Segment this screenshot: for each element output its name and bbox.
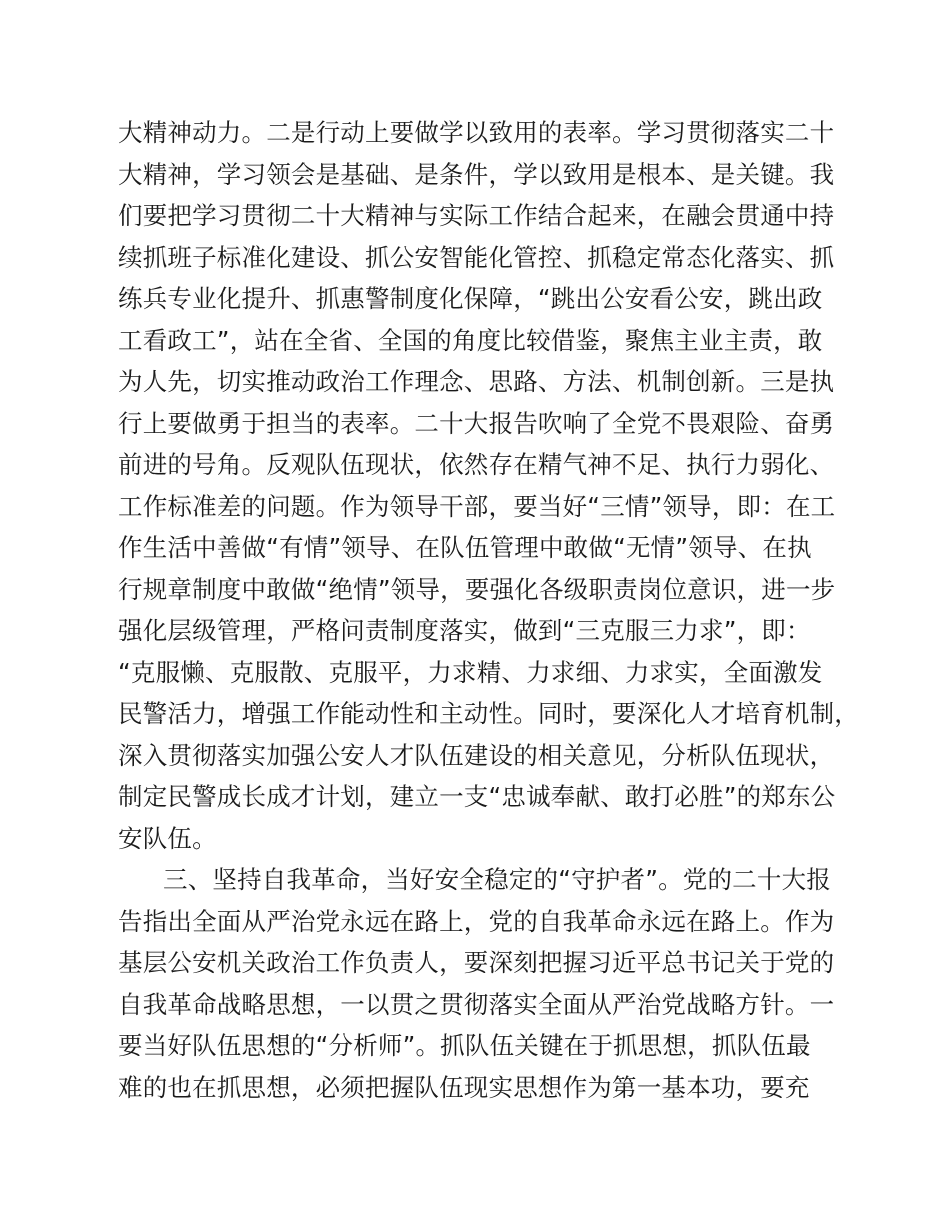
- text-line: 们要把学习贯彻二十大精神与实际工作结合起来，在融会贯通中持: [118, 201, 835, 230]
- text-line: 大精神动力。二是行动上要做学以致用的表率。学习贯彻落实二十: [118, 118, 835, 147]
- text-line: 大精神，学习领会是基础、是条件，学以致用是根本、是关键。我: [118, 159, 835, 189]
- text-line: 要当好队伍思想的“分析师”。抓队伍关键在于抓思想，抓队伍最: [118, 1031, 811, 1060]
- text-line: 强化层级管理，严格问责制度落实，做到“三克服三力求”，即：: [118, 616, 811, 645]
- text-line: 难的也在抓思想，必须把握队伍现实思想作为第一基本功，要充: [118, 1072, 810, 1102]
- text-line: 工作标准差的问题。作为领导干部，要当好“三情”领导，即：在工: [118, 491, 836, 521]
- text-line: 续抓班子标准化建设、抓公安智能化管控、抓稳定常态化落实、抓: [118, 242, 835, 272]
- text-line: 行规章制度中敢做“绝情”领导，要强化各级职责岗位意识，进一步: [118, 574, 836, 604]
- text-line: 练兵专业化提升、抓惠警制度化保障，“跳出公安看公安，跳出政: [118, 284, 823, 313]
- section-heading-line: 三、坚持自我革命，当好安全稳定的“守护者”。党的二十大报: [163, 865, 831, 894]
- body-text: [118, 112, 859, 1108]
- text-line: 告指出全面从严治党永远在路上，党的自我革命永远在路上。作为: [118, 906, 835, 936]
- text-line: 行上要做勇于担当的表率。二十大报告吹响了全党不畏艰险、奋勇: [118, 408, 835, 438]
- text-line: 制定民警成长成才计划，建立一支“忠诚奉献、敢打必胜”的郑东公: [118, 782, 836, 811]
- text-line: 基层公安机关政治工作负责人，要深刻把握习近平总书记关于党的: [118, 948, 835, 977]
- text-line: 工看政工”，站在全省、全国的角度比较借鉴，聚焦主业主责，敢: [118, 325, 823, 355]
- text-line: 作生活中善做“有情”领导、在队伍管理中敢做“无情”领导、在执: [118, 533, 812, 562]
- text-line: 安队伍。: [118, 823, 217, 853]
- text-line: 民警活力，增强工作能动性和主动性。同时，要深化人才培育机制，: [118, 699, 859, 728]
- text-line: 为人先，切实推动政治工作理念、思路、方法、机制创新。三是执: [118, 367, 835, 396]
- text-line: 自我革命战略思想，一以贯之贯彻落实全面从严治党战略方针。一: [118, 989, 835, 1019]
- text-line: 前进的号角。反观队伍现状，依然存在精气神不足、执行力弱化、: [118, 450, 835, 479]
- text-line: “克服懒、克服散、克服平，力求精、力求细、力求实，全面激发: [118, 657, 823, 687]
- text-line: 深入贯彻落实加强公安人才队伍建设的相关意见，分析队伍现状，: [118, 740, 835, 770]
